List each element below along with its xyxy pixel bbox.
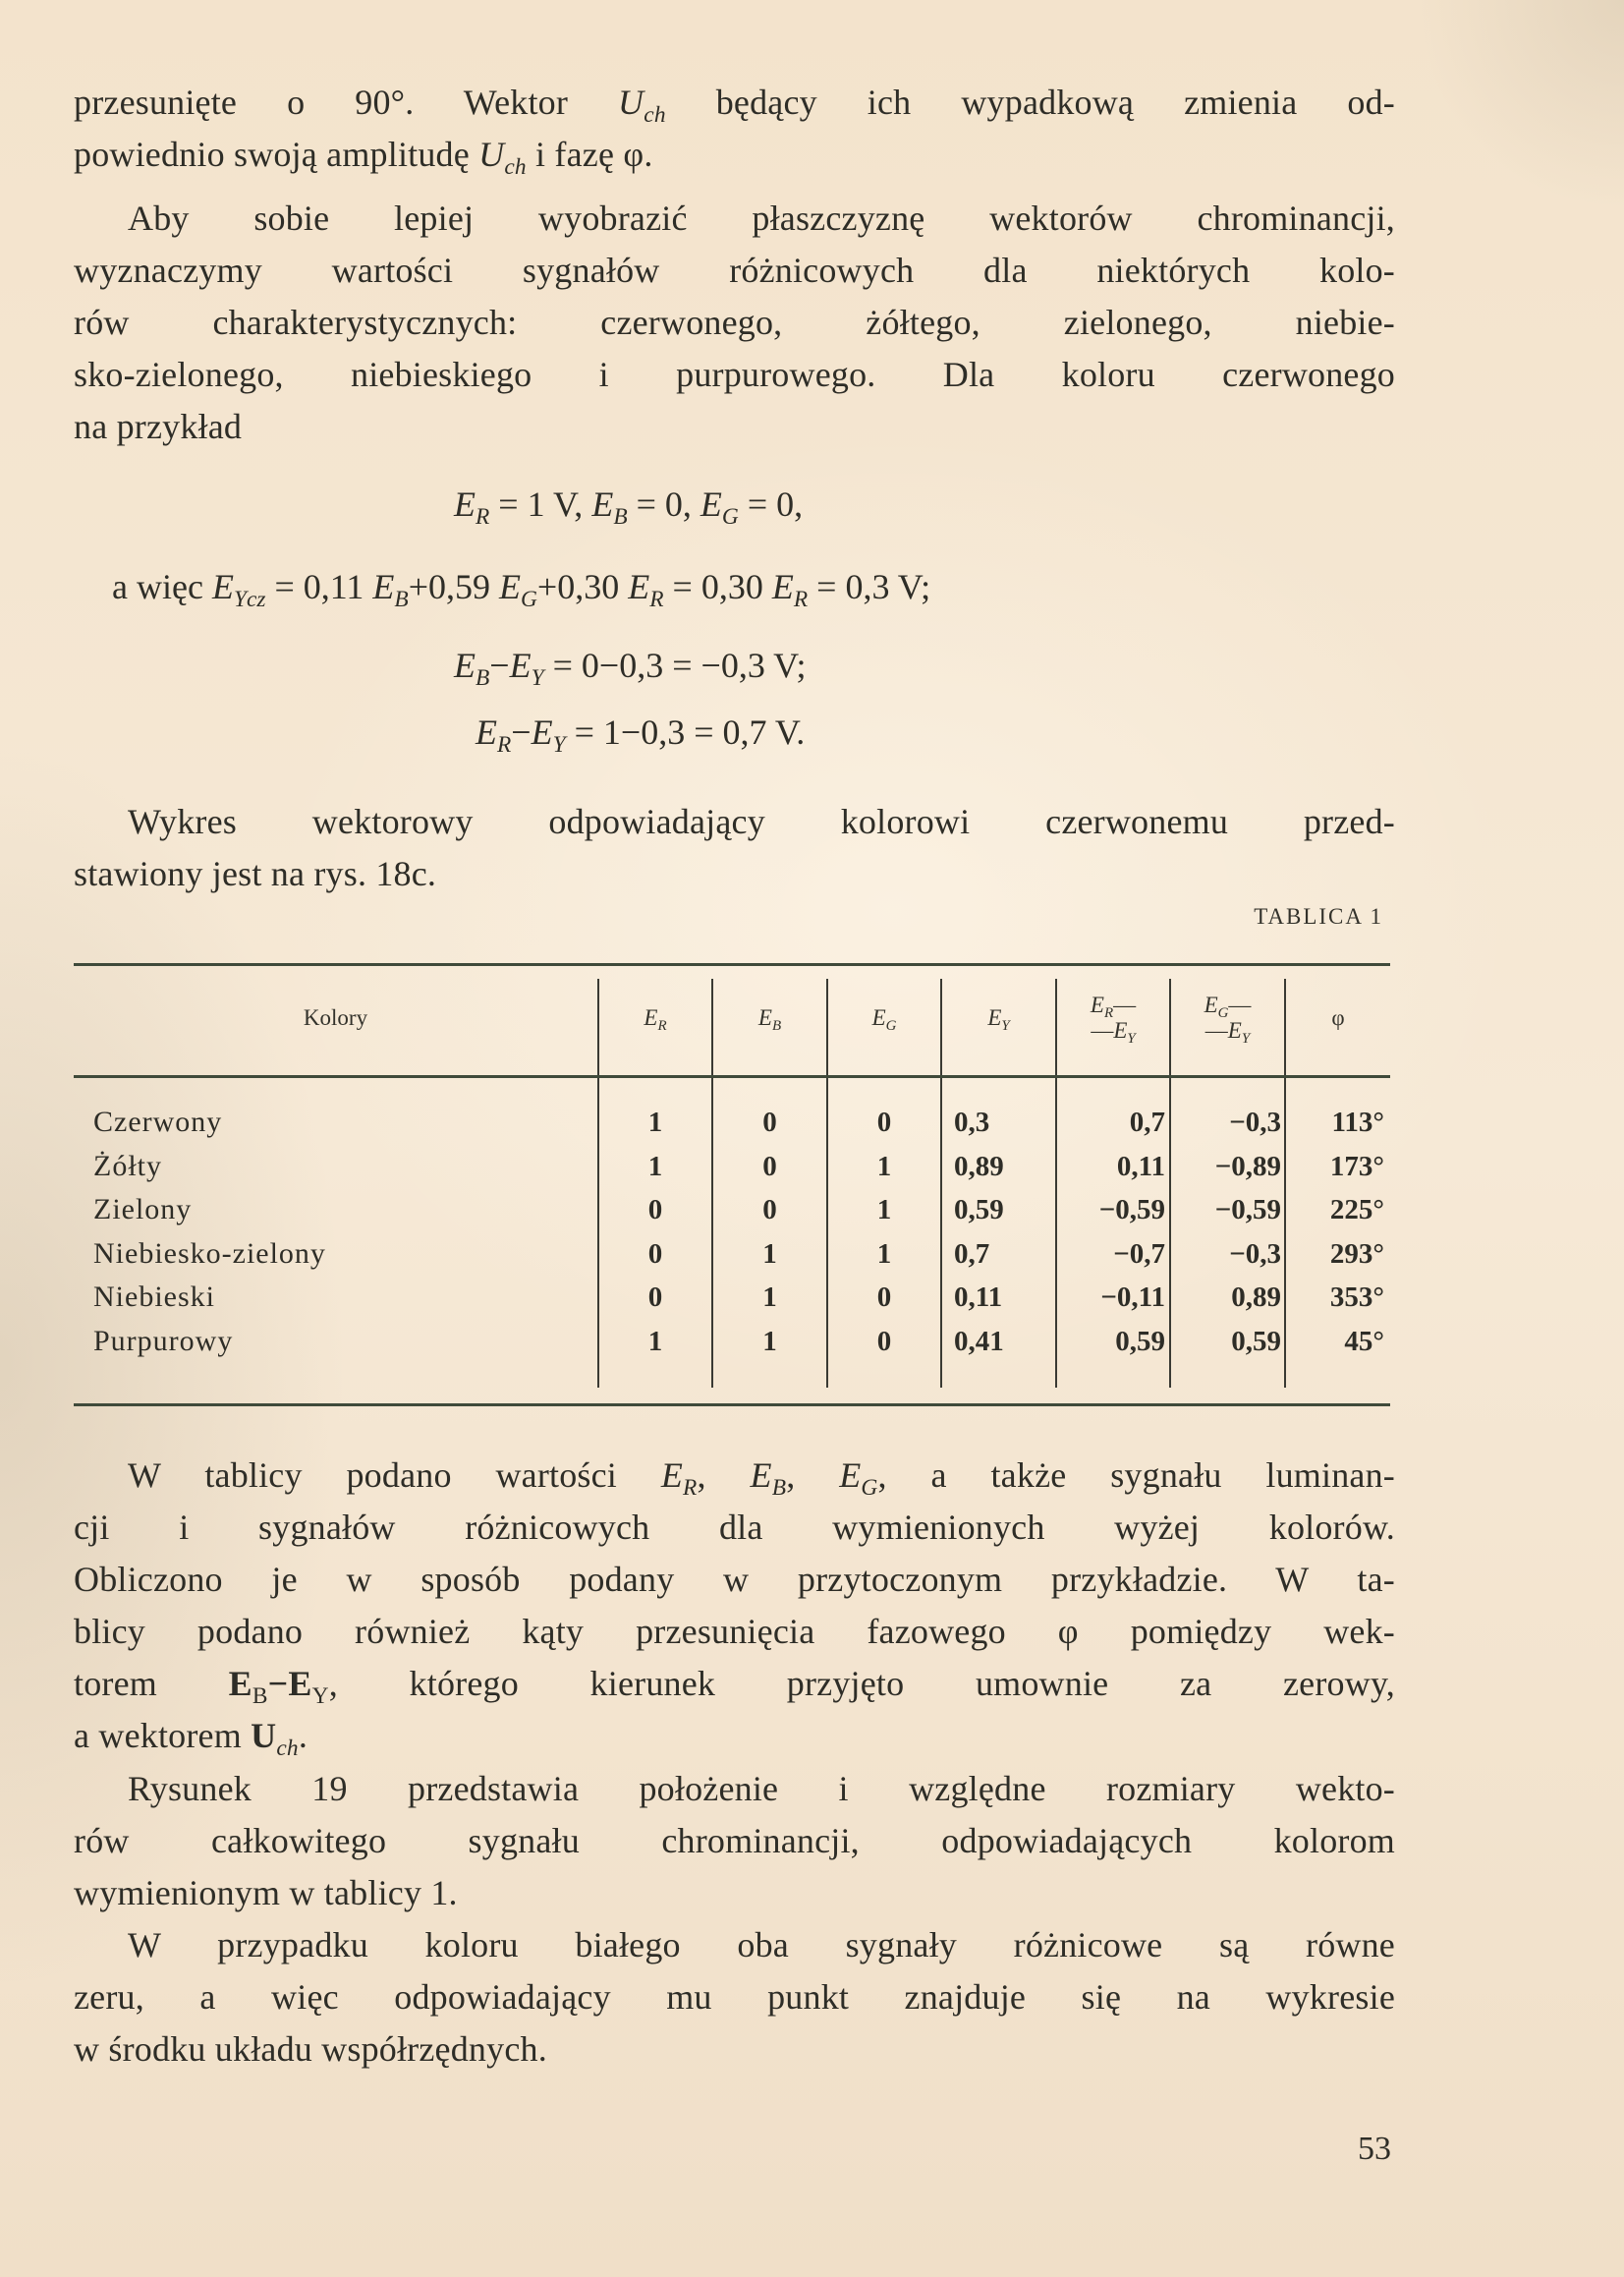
table-1: [74, 963, 1390, 1415]
symbol-e: E: [1227, 1018, 1242, 1043]
cell-er-minus-ey: 0,7: [1129, 1107, 1165, 1138]
paragraph-3: [74, 796, 1395, 900]
table-row: [74, 1276, 1390, 1319]
equation-1: [454, 484, 804, 531]
text-line: sko-zielonego, niebieskiego i purpurowego. Dla koloru czerwonego: [74, 355, 1395, 394]
text-line: blicy podano również kąty przesunięcia fazowego φ pomiędzy wek-: [74, 1612, 1395, 1651]
header-eg-minus-ey: [1171, 979, 1284, 1057]
cell-eg-minus-ey: 0,89: [1231, 1281, 1281, 1313]
text-line: wymienionym w tablicy 1.: [74, 1873, 458, 1912]
subscript: Y: [1127, 1031, 1136, 1048]
text-line: w środku układu współrzędnych.: [74, 2029, 547, 2069]
cell-color-name: Niebiesko-zielony: [93, 1236, 326, 1270]
cell-color-name: Żółty: [93, 1149, 162, 1182]
subscript: R: [657, 1018, 667, 1035]
separator: ,: [697, 1455, 751, 1495]
symbol-e: E: [211, 567, 234, 606]
eq-text: = 0,3 V;: [808, 567, 931, 606]
minus-sign: −: [489, 646, 510, 685]
symbol-e: E: [757, 1005, 772, 1030]
cell-color-name: Zielony: [93, 1193, 193, 1225]
symbol-e-bold: E: [228, 1664, 252, 1703]
subscript: Y: [531, 665, 544, 692]
paragraph-1: [74, 77, 1395, 181]
subscript: B: [252, 1683, 268, 1710]
symbol-e: E: [499, 567, 522, 606]
cell-eg: 0: [876, 1325, 892, 1357]
text-line: W przypadku koloru białego oba sygnały różnicowe są równe: [128, 1925, 1395, 1964]
text-line: rów charakterystycznych: czerwonego, żółtego, zielonego, niebie-: [74, 303, 1395, 342]
eq-text: +0,30: [536, 567, 629, 606]
symbol-e: E: [628, 567, 650, 606]
symbol-e: E: [1113, 1018, 1128, 1043]
table-header-rule: [74, 1075, 1390, 1078]
symbol-e: E: [987, 1005, 1002, 1030]
cell-er: 0: [647, 1237, 663, 1270]
paragraph-6: [74, 1919, 1395, 2076]
subscript: B: [476, 665, 490, 692]
symbol-e: E: [1204, 993, 1218, 1017]
cell-eg: 0: [876, 1281, 892, 1313]
cell-eg-minus-ey: 0,59: [1231, 1325, 1281, 1357]
cell-color-name: Czerwony: [93, 1106, 223, 1138]
equation-2: [112, 566, 931, 613]
symbol-u: U: [478, 135, 505, 174]
text-line: cji i sygnałów różnicowych dla wymienionych wyżej kolorów.: [74, 1508, 1395, 1547]
header-eg: [828, 979, 940, 1057]
cell-ey: 0,41: [954, 1325, 1004, 1357]
cell-phi: 225°: [1329, 1194, 1384, 1225]
cell-ey: 0,59: [954, 1194, 1004, 1225]
symbol-e: E: [839, 1455, 862, 1495]
text-line: Obliczono je w sposób podany w przytoczonym przykładzie. W ta-: [74, 1560, 1395, 1599]
text-line: Wykres wektorowy odpowiadający kolorowi czerwonemu przed-: [128, 802, 1395, 841]
subscript: B: [771, 1018, 782, 1035]
subscript: Y: [552, 732, 566, 759]
cell-eb: 0: [762, 1107, 777, 1138]
minus-sign: −: [511, 712, 532, 752]
table-row: [74, 1320, 1390, 1363]
cell-phi: 45°: [1344, 1325, 1384, 1357]
cell-phi: 353°: [1329, 1281, 1384, 1313]
text-run: a wektorem: [74, 1716, 252, 1755]
symbol-e: E: [771, 567, 794, 606]
cell-er-minus-ey: −0,11: [1100, 1281, 1165, 1313]
subscript: ch: [276, 1736, 299, 1762]
subscript: R: [649, 587, 664, 613]
cell-phi: 173°: [1329, 1150, 1384, 1182]
cell-eb: 1: [762, 1281, 777, 1313]
cell-eg-minus-ey: −0,89: [1214, 1150, 1281, 1182]
eq-text: = 1 V,: [489, 484, 592, 524]
text-line: stawiony jest na rys. 18c.: [74, 854, 437, 893]
symbol-u: U: [618, 83, 644, 122]
subscript: R: [793, 587, 809, 613]
cell-er: 1: [647, 1107, 663, 1138]
table-row: [74, 1232, 1390, 1276]
cell-er-minus-ey: 0,59: [1115, 1325, 1165, 1357]
cell-eb: 1: [762, 1325, 777, 1357]
subscript: G: [521, 587, 537, 613]
subscript-ch: ch: [644, 102, 666, 129]
text-run: , którego kierunek przyjęto umownie za zerowy,: [328, 1664, 1396, 1703]
header-label: φ: [1331, 1005, 1345, 1030]
text-run: torem: [74, 1664, 229, 1703]
cell-er: 0: [647, 1281, 663, 1313]
symbol-e: E: [531, 712, 553, 752]
cell-eg-minus-ey: −0,59: [1214, 1194, 1281, 1225]
cell-ey: 0,3: [954, 1107, 990, 1138]
subscript: G: [721, 504, 739, 531]
dash: —: [1113, 993, 1137, 1017]
cell-er-minus-ey: 0,11: [1116, 1150, 1165, 1182]
cell-color-name: Purpurowy: [93, 1324, 234, 1357]
cell-er: 1: [647, 1325, 663, 1357]
symbol-u-bold: U: [251, 1716, 277, 1755]
text-run: i fazę φ.: [526, 135, 653, 174]
minus-sign: −: [267, 1664, 289, 1703]
subscript: G: [861, 1475, 878, 1502]
text-line: zeru, a więc odpowiadający mu punkt znajduje się na wykresie: [74, 1977, 1395, 2017]
symbol-e-bold: E: [288, 1664, 312, 1703]
cell-phi: 113°: [1331, 1107, 1384, 1138]
subscript: G: [1217, 1005, 1229, 1022]
table-row: [74, 1101, 1390, 1144]
symbol-e: E: [509, 646, 532, 685]
symbol-e: E: [454, 646, 476, 685]
subscript: R: [497, 732, 512, 759]
symbol-e: E: [871, 1005, 886, 1030]
header-phi: [1286, 979, 1390, 1057]
symbol-e: E: [1090, 993, 1104, 1017]
subscript: Y: [1241, 1031, 1251, 1048]
cell-eb: 1: [762, 1237, 777, 1270]
text-run: .: [298, 1716, 308, 1755]
subscript-ch: ch: [504, 154, 527, 181]
text-line: Rysunek 19 przedstawia położenie i względne rozmiary wekto-: [128, 1769, 1395, 1808]
cell-phi: 293°: [1329, 1237, 1384, 1270]
symbol-e: E: [700, 484, 722, 524]
eq-text: = 0,11: [265, 567, 373, 606]
eq-text: = 0,: [738, 484, 804, 524]
subscript: R: [683, 1475, 698, 1502]
eq-text: = 1−0,3 = 0,7 V.: [565, 712, 806, 752]
subscript: G: [885, 1018, 897, 1035]
symbol-e: E: [476, 712, 497, 752]
cell-eg: 1: [876, 1150, 892, 1182]
subscript: Y: [311, 1683, 329, 1710]
header-ey: [942, 979, 1055, 1057]
eq-text: a więc: [112, 567, 212, 606]
cell-eg: 0: [876, 1107, 892, 1138]
cell-eg-minus-ey: −0,3: [1229, 1107, 1281, 1138]
text-line: rów całkowitego sygnału chrominancji, odpowiadających kolorom: [74, 1821, 1395, 1860]
cell-eb: 0: [762, 1150, 777, 1182]
symbol-e: E: [750, 1455, 772, 1495]
symbol-e: E: [372, 567, 395, 606]
dash: —: [1228, 993, 1252, 1017]
text-line: wyznaczymy wartości sygnałów różnicowych dla niektórych kolo-: [74, 251, 1395, 290]
cell-eg-minus-ey: −0,3: [1229, 1237, 1281, 1270]
dash: —: [1204, 1018, 1228, 1043]
cell-er-minus-ey: −0,59: [1098, 1194, 1165, 1225]
cell-er: 0: [647, 1194, 663, 1225]
header-er-minus-ey: [1057, 979, 1169, 1057]
cell-color-name: Niebieski: [93, 1281, 215, 1313]
eq-text: = 0−0,3 = −0,3 V;: [543, 646, 807, 685]
cell-ey: 0,89: [954, 1150, 1004, 1182]
table-row: [74, 1145, 1390, 1188]
paragraph-5: [74, 1763, 1395, 1919]
equation-4: [476, 712, 806, 759]
subscript: Y: [1001, 1018, 1010, 1035]
header-eb: [713, 979, 826, 1057]
text-run: powiednio swoją amplitudę: [74, 135, 479, 174]
symbol-e: E: [454, 484, 476, 524]
paragraph-2: [74, 193, 1395, 453]
cell-eg: 1: [876, 1194, 892, 1225]
subscript: R: [1103, 1005, 1114, 1022]
text-run: będący ich wypadkową zmienia od-: [665, 83, 1395, 122]
cell-er: 1: [647, 1150, 663, 1182]
cell-er-minus-ey: −0,7: [1113, 1237, 1165, 1270]
separator: ,: [786, 1455, 840, 1495]
table-top-rule: [74, 963, 1390, 966]
paragraph-4: [74, 1450, 1395, 1762]
symbol-e: E: [644, 1005, 658, 1030]
page-number: 53: [1358, 2131, 1391, 2167]
equation-3: [454, 645, 807, 692]
header-er: [599, 979, 711, 1057]
eq-text: = 0,30: [663, 567, 772, 606]
subscript: R: [476, 504, 490, 531]
subscript: B: [394, 587, 409, 613]
table-caption: TABLICA 1: [1254, 904, 1383, 929]
header-kolory: [74, 979, 597, 1057]
text-run: przesunięte o 90°. Wektor: [74, 83, 619, 122]
symbol-e: E: [591, 484, 614, 524]
cell-eg: 1: [876, 1237, 892, 1270]
cell-eb: 0: [762, 1194, 777, 1225]
subscript: Ycz: [233, 587, 266, 613]
text-line: Aby sobie lepiej wyobrazić płaszczyznę wektorów chrominancji,: [128, 199, 1395, 238]
subscript: B: [613, 504, 628, 531]
header-label: Kolory: [303, 1005, 368, 1030]
text-line: na przykład: [74, 407, 243, 446]
cell-ey: 0,7: [954, 1237, 990, 1270]
eq-text: = 0,: [627, 484, 700, 524]
table-bottom-rule: [74, 1403, 1390, 1406]
subscript: B: [771, 1475, 787, 1502]
table-row: [74, 1188, 1390, 1231]
text-run: , a także sygnału luminan-: [877, 1455, 1395, 1495]
eq-text: +0,59: [408, 567, 500, 606]
dash: —: [1091, 1018, 1114, 1043]
symbol-e: E: [660, 1455, 684, 1495]
text-run: W tablicy podano wartości: [128, 1455, 661, 1495]
cell-ey: 0,11: [954, 1281, 1003, 1313]
